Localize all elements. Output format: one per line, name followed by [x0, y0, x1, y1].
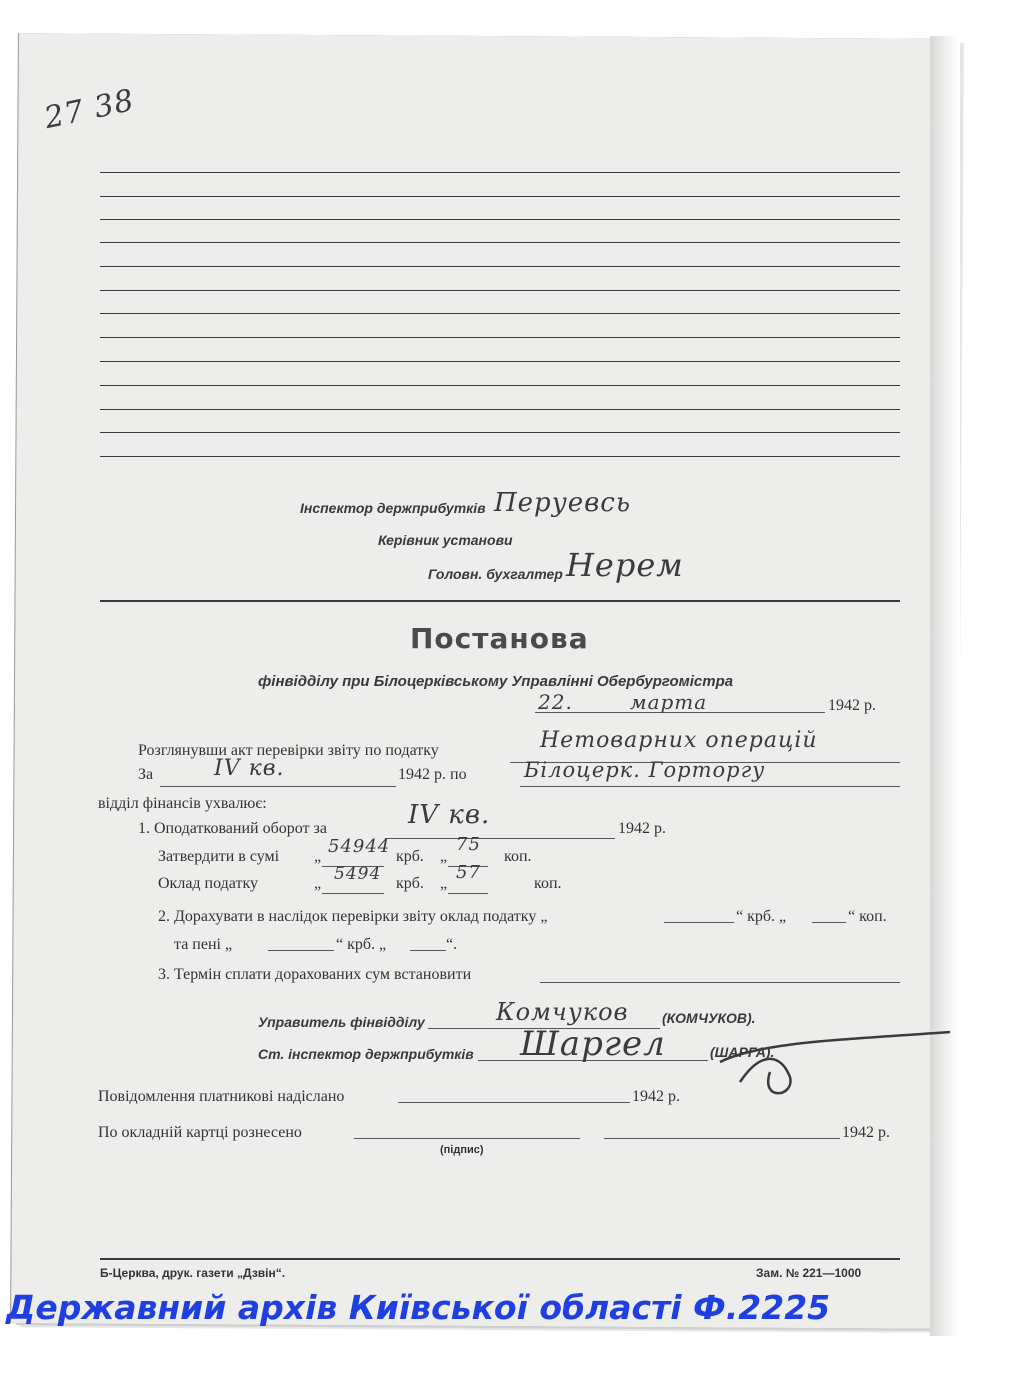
sheet-edge — [930, 36, 960, 1336]
head-label: Керівник установи — [378, 532, 513, 548]
tax-kop-value: 57 — [456, 862, 481, 883]
tax-krb: крб. — [396, 875, 424, 892]
accountant-signature: Нерем — [566, 546, 684, 584]
penalty-text: та пені „ — [174, 936, 233, 953]
period: IV кв. — [214, 756, 285, 781]
order-text: Зам. № 221—1000 — [756, 1266, 862, 1280]
tax-label: Оклад податку — [158, 875, 259, 892]
reviewed-text: Розглянувши акт перевірки звіту по податку — [138, 742, 439, 759]
approve-label: Затвердити в сумі — [158, 848, 280, 865]
item3-text: 3. Термін сплати дорахованих сум встановити — [158, 966, 472, 983]
section-divider — [100, 600, 900, 602]
tax-quote-open: „ — [314, 875, 322, 892]
footer-rule — [100, 1258, 900, 1260]
manager-signature: Комчуков — [496, 998, 629, 1026]
manager-label: Управитель фінвідділу — [258, 1014, 425, 1030]
card-label: По окладній картці рознесено — [98, 1124, 302, 1141]
approve-quote-2: „ — [440, 848, 448, 865]
signature-flourish — [700, 1022, 960, 1112]
senior-name: (ШАРГА). — [710, 1044, 775, 1060]
date-day: 22. — [538, 690, 573, 714]
approve-kop-value: 75 — [456, 834, 481, 855]
inspector-signature: Перуевсь — [494, 488, 632, 518]
tax-quote-2: „ — [440, 875, 448, 892]
approve-krb: крб. — [396, 848, 424, 865]
item2-kop: “ коп. — [848, 908, 887, 925]
senior-signature: Шаргел — [520, 1024, 666, 1064]
sent-year: 1942 р. — [632, 1088, 680, 1105]
accountant-label: Головн. бухгалтер — [428, 566, 563, 582]
resolution-title: Постанова — [410, 622, 589, 655]
archive-watermark: Державний архів Київської області Ф.2225 — [6, 1288, 831, 1327]
senior-label: Ст. інспектор держприбутків — [258, 1046, 474, 1062]
item1-period: IV кв. — [408, 800, 491, 830]
printer-text: Б-Церква, друк. газети „Дзвін“. — [100, 1266, 286, 1280]
approve-sum: 54944 — [328, 836, 391, 857]
decides-text: відділ фінансів ухвалює: — [98, 795, 267, 812]
tax-type: Нетоварних операцій — [540, 728, 818, 753]
organization: Білоцерк. Горторгу — [524, 758, 766, 782]
penalty-krb: “ крб. „ — [336, 936, 387, 953]
date-month: марта — [630, 690, 708, 714]
year-by: 1942 р. по — [398, 766, 467, 783]
manager-name: (КОМЧУКОВ). — [662, 1010, 756, 1026]
item1-text: 1. Оподаткований оборот за — [138, 820, 327, 837]
date-year: 1942 р. — [828, 697, 876, 714]
archive-mark: 27 38 — [41, 82, 138, 137]
item2-text: 2. Дорахувати в наслідок перевірки звіту оклад податку „ — [158, 908, 548, 925]
card-year: 1942 р. — [842, 1124, 890, 1141]
signature-caption: (підпис) — [440, 1144, 484, 1156]
approve-quote-open: „ — [314, 848, 322, 865]
tax-sum: 5494 — [334, 864, 382, 884]
item2-krb: “ крб. „ — [736, 908, 787, 925]
for-label: За — [138, 766, 154, 783]
item1-year: 1942 р. — [618, 820, 666, 837]
penalty-end: “. — [446, 936, 458, 953]
resolution-subtitle: фінвідділу при Білоцерківському Управлінні Обербургомістра — [258, 673, 734, 690]
sent-label: Повідомлення платникові надіслано — [98, 1088, 345, 1105]
tax-kop: коп. — [534, 875, 562, 892]
approve-kop: коп. — [504, 848, 532, 865]
inspector-label: Інспектор держприбутків — [300, 500, 486, 516]
